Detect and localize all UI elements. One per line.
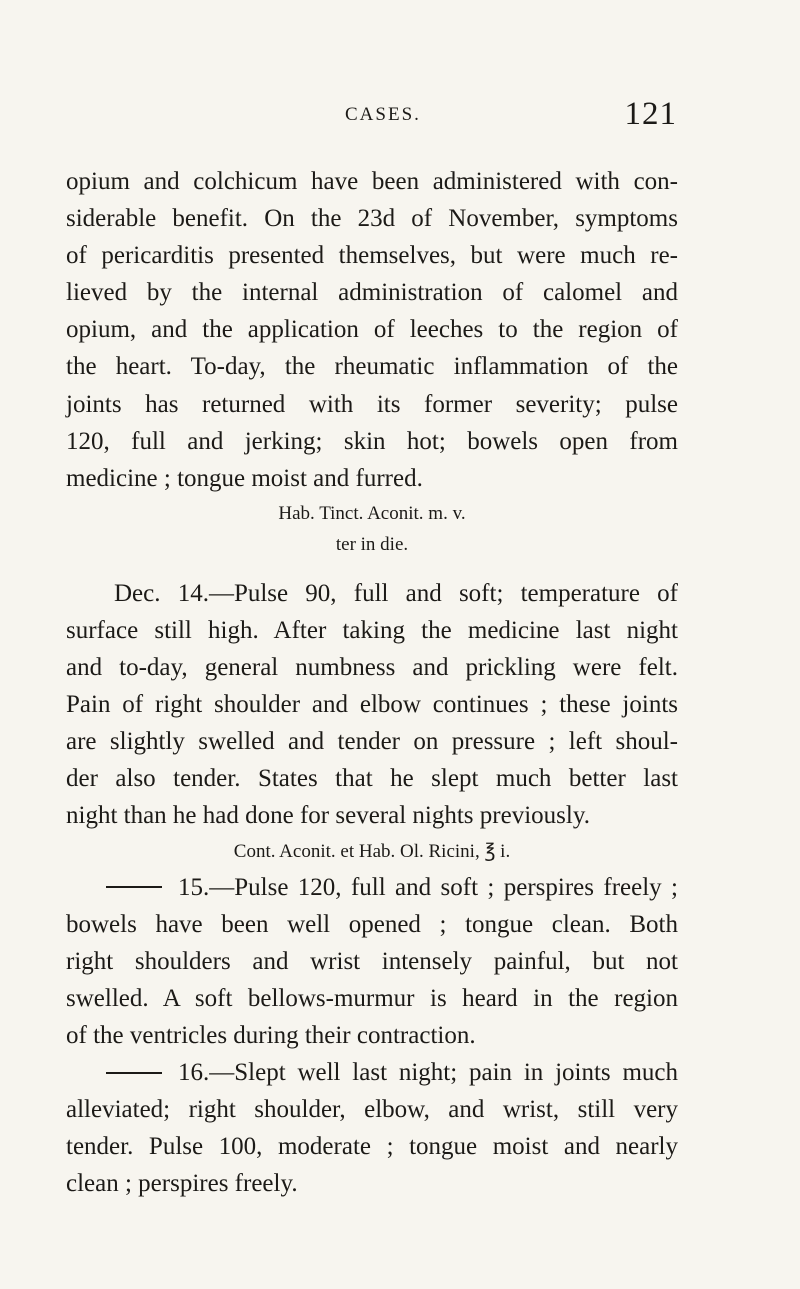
page-number: 121 (624, 96, 677, 132)
text-line: and to-day, general numbness and prickling were felt. (66, 654, 678, 682)
text-line: 120, full and jerking; skin hot; bowels open from (66, 427, 678, 455)
text-line: der also tender. States that he slept much better last (66, 765, 678, 793)
text-line: lieved by the internal administration of calomel and (66, 279, 678, 307)
text-line: the heart. To-day, the rheumatic inflammation of the (66, 353, 678, 381)
text-line: Pain of right shoulder and elbow continues ; these joints (66, 691, 678, 719)
body-text (66, 163, 678, 1202)
text-line (66, 869, 678, 906)
text-line: joints has returned with its former severity; pulse (66, 390, 678, 418)
text-line: surface still high. After taking the medicine last night (66, 616, 678, 644)
entry-date-text: 15.—Pulse 120, full and soft ; perspires freely ; (178, 873, 678, 901)
running-head: CASES. (345, 104, 421, 125)
prescription-line: ter in die. (335, 533, 409, 555)
text-line: tender. Pulse 100, moderate ; tongue moist and nearly (66, 1133, 678, 1161)
text-line: of pericarditis presented themselves, but were much re- (66, 242, 678, 270)
text-line: night than he had done for several nights previously. (66, 802, 590, 830)
text-line (66, 1054, 678, 1091)
text-line: opium and colchicum have been administered with con- (66, 168, 678, 195)
page-header (65, 98, 677, 138)
text-line: opium, and the application of leeches to the region of (66, 316, 678, 344)
prescription-line: Hab. Tinct. Aconit. m. v. (278, 502, 466, 524)
prescription-1 (66, 499, 678, 561)
text-line: Dec. 14.—Pulse 90, full and soft; temperature of (114, 579, 678, 607)
text-line: medicine ; tongue moist and furred. (66, 464, 423, 492)
paragraph-4 (66, 1054, 678, 1202)
text-line: bowels have been well opened ; tongue clean. Both (66, 910, 678, 938)
ditto-dash (106, 886, 162, 888)
prescription-2: Cont. Aconit. et Hab. Ol. Ricini, ℥ i. (233, 840, 511, 862)
text-line: siderable benefit. On the 23d of November, symptoms (66, 205, 678, 233)
text-line: swelled. A soft bellows-murmur is heard in the region (66, 984, 678, 1012)
paragraph-1 (66, 163, 678, 497)
ditto-dash (106, 1072, 162, 1074)
text-line: right shoulders and wrist intensely painful, but not (66, 947, 678, 975)
text-line: of the ventricles during their contraction. (66, 1021, 476, 1049)
text-line: are slightly swelled and tender on pressure ; left shoul- (66, 728, 678, 756)
entry-date-text: 16.—Slept well last night; pain in joints much (178, 1058, 678, 1086)
text-line: clean ; perspires freely. (66, 1170, 298, 1198)
text-line: alleviated; right shoulder, elbow, and wrist, still very (66, 1096, 678, 1124)
paragraph-3 (66, 869, 678, 1054)
paragraph-2 (66, 575, 678, 835)
